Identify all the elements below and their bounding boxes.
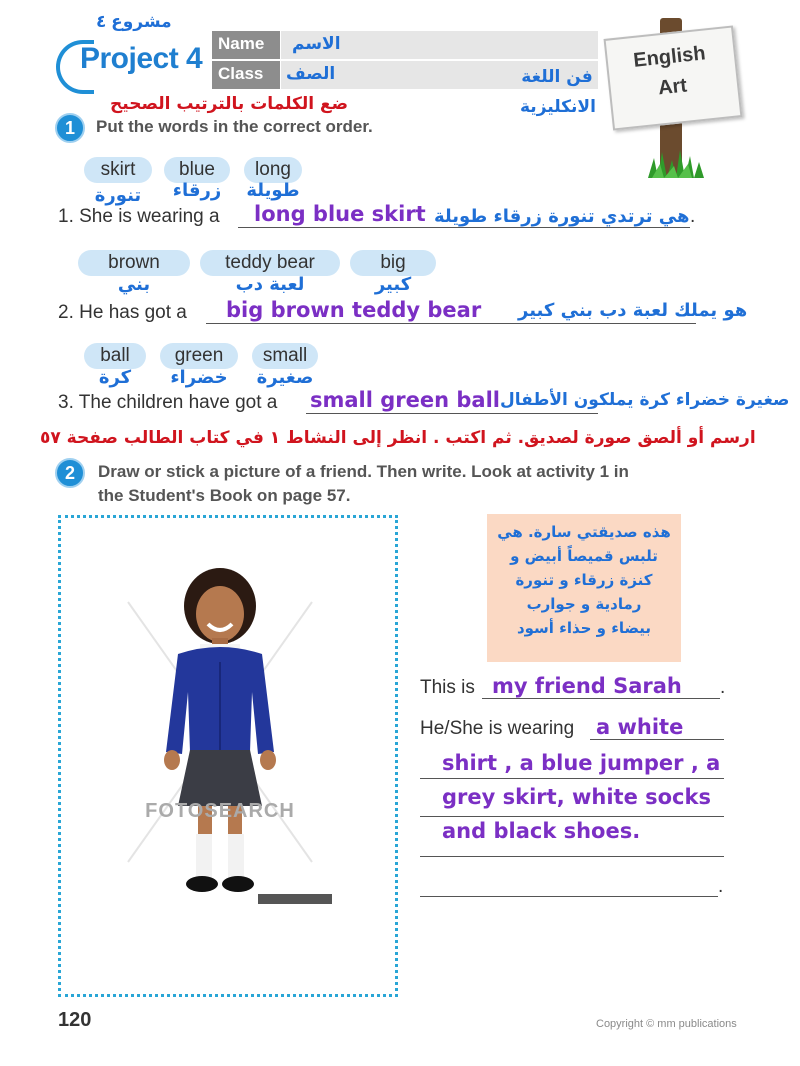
this-is-label: This is xyxy=(420,677,475,698)
this-is-line[interactable] xyxy=(482,698,720,699)
page-number: 120 xyxy=(58,1009,92,1031)
name-label: Name xyxy=(212,31,280,59)
class-label-arabic: الصف xyxy=(286,64,336,84)
wearing-line-4[interactable] xyxy=(420,856,724,857)
word-arabic-small: صغيرة xyxy=(256,367,314,388)
wearing-line-1[interactable] xyxy=(590,739,724,740)
this-is-answer: my friend Sarah xyxy=(492,674,682,698)
note-line: بيضاء و حذاء أسود xyxy=(516,619,652,637)
section2-number: 2 xyxy=(55,458,85,488)
sign-line-english: English xyxy=(632,42,707,72)
wearing-line-2[interactable] xyxy=(420,778,724,779)
answer-line-2[interactable] xyxy=(206,323,696,324)
note-line: هذه صديقتي سارة. هي xyxy=(497,523,671,541)
word-arabic-long: طويلة xyxy=(246,180,300,201)
answer-line-3[interactable] xyxy=(306,413,598,414)
name-label-arabic: الاسم xyxy=(292,34,341,54)
project-title: Project 4 xyxy=(80,42,203,75)
word-chip-brown[interactable]: brown xyxy=(78,250,190,276)
word-arabic-teddy-bear: لعبة دب xyxy=(235,274,305,295)
word-chip-big[interactable]: big xyxy=(350,250,436,276)
wearing-period: . xyxy=(718,876,724,897)
answer-1-arabic: هي ترتدي تنورة زرقاء طويلة xyxy=(434,206,690,227)
word-chip-skirt[interactable]: skirt xyxy=(84,157,152,183)
section2-instruction-line2: the Student's Book on page 57. xyxy=(98,486,351,505)
word-arabic-brown: بني xyxy=(117,274,151,295)
subject-arabic-line2: الانكليزية xyxy=(520,97,596,117)
copyright: Copyright © mm publications xyxy=(596,1018,737,1030)
word-chip-small[interactable]: small xyxy=(252,343,318,369)
section1-instruction: Put the words in the correct order. xyxy=(96,117,373,136)
wearing-answer-4: and black shoes. xyxy=(442,819,641,843)
sentence-1-prefix: 1. She is wearing a xyxy=(58,206,220,227)
word-arabic-skirt: تنورة xyxy=(94,185,142,206)
wearing-answer-3: grey skirt, white socks xyxy=(442,785,711,809)
sign-line-art: Art xyxy=(657,74,689,100)
arabic-description-note xyxy=(487,514,681,662)
this-is-period: . xyxy=(720,677,726,698)
section2-instruction-arabic: ارسم أو ألصق صورة لصديق. ثم اكتب . انظر إلى النشاط ١ في كتاب الطالب صفحة ٥٧ xyxy=(40,428,756,448)
word-arabic-blue: زرقاء xyxy=(172,180,222,201)
project-title-arabic: مشروع ٤ xyxy=(96,12,172,31)
section2-instruction xyxy=(98,460,718,508)
sentence-2-prefix: 2. He has got a xyxy=(58,302,187,323)
word-chip-ball[interactable]: ball xyxy=(84,343,146,369)
note-line: رمادية و جوارب xyxy=(526,595,642,613)
answer-1: long blue skirt xyxy=(254,202,426,226)
word-chip-blue[interactable]: blue xyxy=(164,157,230,183)
class-label: Class xyxy=(212,61,280,89)
section1-number: 1 xyxy=(55,113,85,143)
wearing-answer-2: shirt , a blue jumper , a xyxy=(442,751,721,775)
sentence-3-prefix: 3. The children have got a xyxy=(58,392,278,413)
note-line: تلبس قميصاً أبيض و xyxy=(510,547,658,565)
answer-3: small green ball xyxy=(310,388,500,412)
wearing-label: He/She is wearing xyxy=(420,718,575,739)
wearing-line-3[interactable] xyxy=(420,816,724,817)
answer-2-arabic: هو يملك لعبة دب بني كبير xyxy=(518,300,748,321)
word-chip-long[interactable]: long xyxy=(244,157,302,183)
girl-photo xyxy=(108,562,332,904)
answer-2: big brown teddy bear xyxy=(226,298,482,322)
answer-3-arabic: صغيرة خضراء كرة يملكون الأطفال xyxy=(500,390,790,410)
note-line: كنزة زرقاء و تنورة xyxy=(515,571,653,589)
subject-arabic-line1: فن اللغة xyxy=(521,67,593,87)
word-chip-teddy-bear[interactable]: teddy bear xyxy=(200,250,340,276)
wearing-line-5[interactable] xyxy=(420,896,718,897)
wearing-answer-1: a white xyxy=(596,715,684,739)
subject-arabic xyxy=(520,62,594,122)
section2-instruction-line1: Draw or stick a picture of a friend. Then write. Look at activity 1 in xyxy=(98,462,629,481)
word-chip-green[interactable]: green xyxy=(160,343,238,369)
word-arabic-green: خضراء xyxy=(170,367,228,388)
photo-watermark: FOTOSEARCH xyxy=(145,800,295,822)
grass-icon xyxy=(646,148,706,178)
answer-line-1[interactable] xyxy=(238,227,690,228)
word-arabic-ball: كرة xyxy=(98,367,132,388)
word-arabic-big: كبير xyxy=(374,274,412,295)
section1-instruction-arabic: ضع الكلمات بالترتيب الصحيح xyxy=(110,94,349,114)
sentence-1-period: . xyxy=(690,206,696,227)
